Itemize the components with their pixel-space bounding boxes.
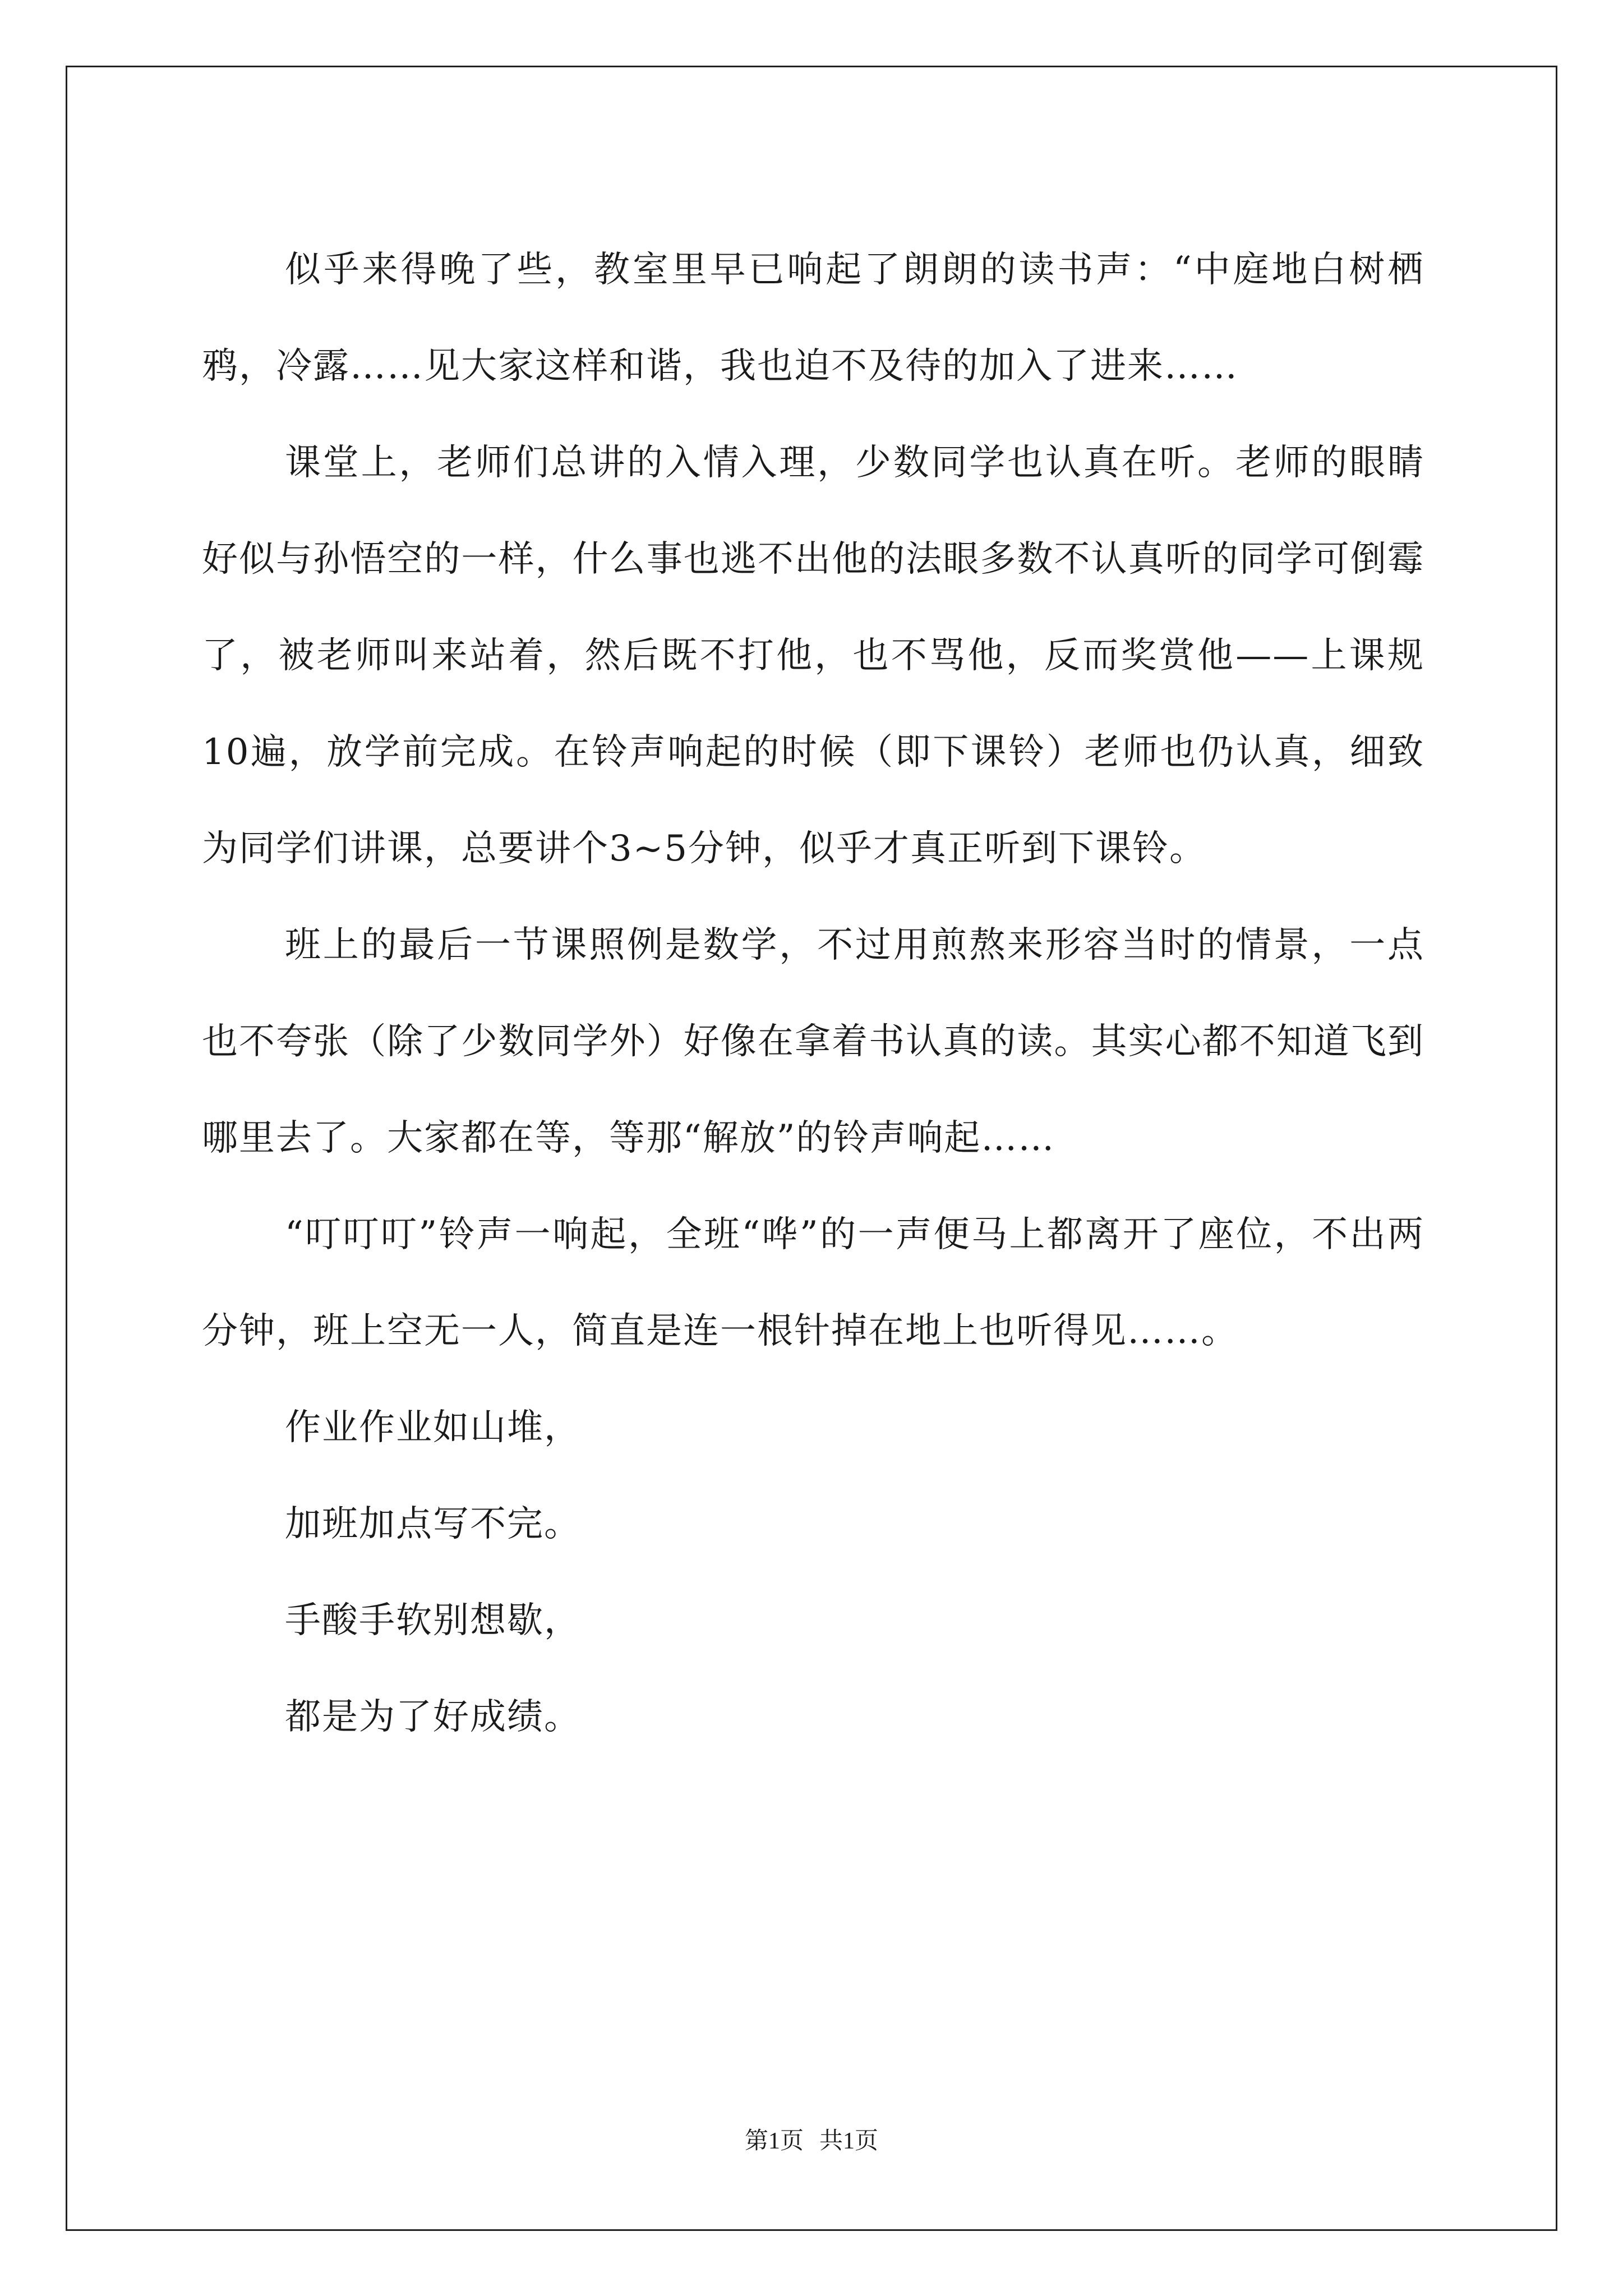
page-number-total: 共1页 — [819, 2128, 879, 2154]
poem-line-1: 作业作业如山堆， — [285, 1407, 581, 1448]
paragraph-1: 似乎来得晚了些，教室里早已响起了朗朗的读书声：“中庭地白树栖鸦，冷露……见大家这样和谐，我也迫不及待的加入了进来…… — [202, 249, 1424, 387]
document-body — [202, 222, 1424, 1765]
paragraph-2: 课堂上，老师们总讲的入情入理，少数同学也认真在听。老师的眼睛好似与孙悟空的一样，什么事也逃不出他的法眼多数不认真听的同学可倒霉了，被老师叫来站着，然后既不打他，也不骂他，反而奖赏他——上课规10遍，放学前完成。在铃声响起的时候（即下课铃）老师也仍认真，细致为同学们讲课，总要讲个3~5分钟，似乎才真正听到下课铃。 — [202, 442, 1424, 869]
page-footer — [0, 2124, 1623, 2158]
paragraph-3: 班上的最后一节课照例是数学，不过用煎熬来形容当时的情景，一点也不夸张（除了少数同学外）好像在拿着书认真的读。其实心都不知道飞到哪里去了。大家都在等，等那“解放”的铃声响起…… — [202, 924, 1424, 1159]
paragraph-4: “叮叮叮”铃声一响起，全班“哗”的一声便马上都离开了座位，不出两分钟，班上空无一人，简直是连一根针掉在地上也听得见……。 — [202, 1214, 1424, 1352]
poem-line-2: 加班加点写不完。 — [285, 1503, 581, 1545]
page-number-current: 第1页 — [744, 2128, 804, 2154]
poem-line-3: 手酸手软别想歇， — [285, 1600, 581, 1641]
poem-line-4: 都是为了好成绩。 — [285, 1696, 581, 1738]
